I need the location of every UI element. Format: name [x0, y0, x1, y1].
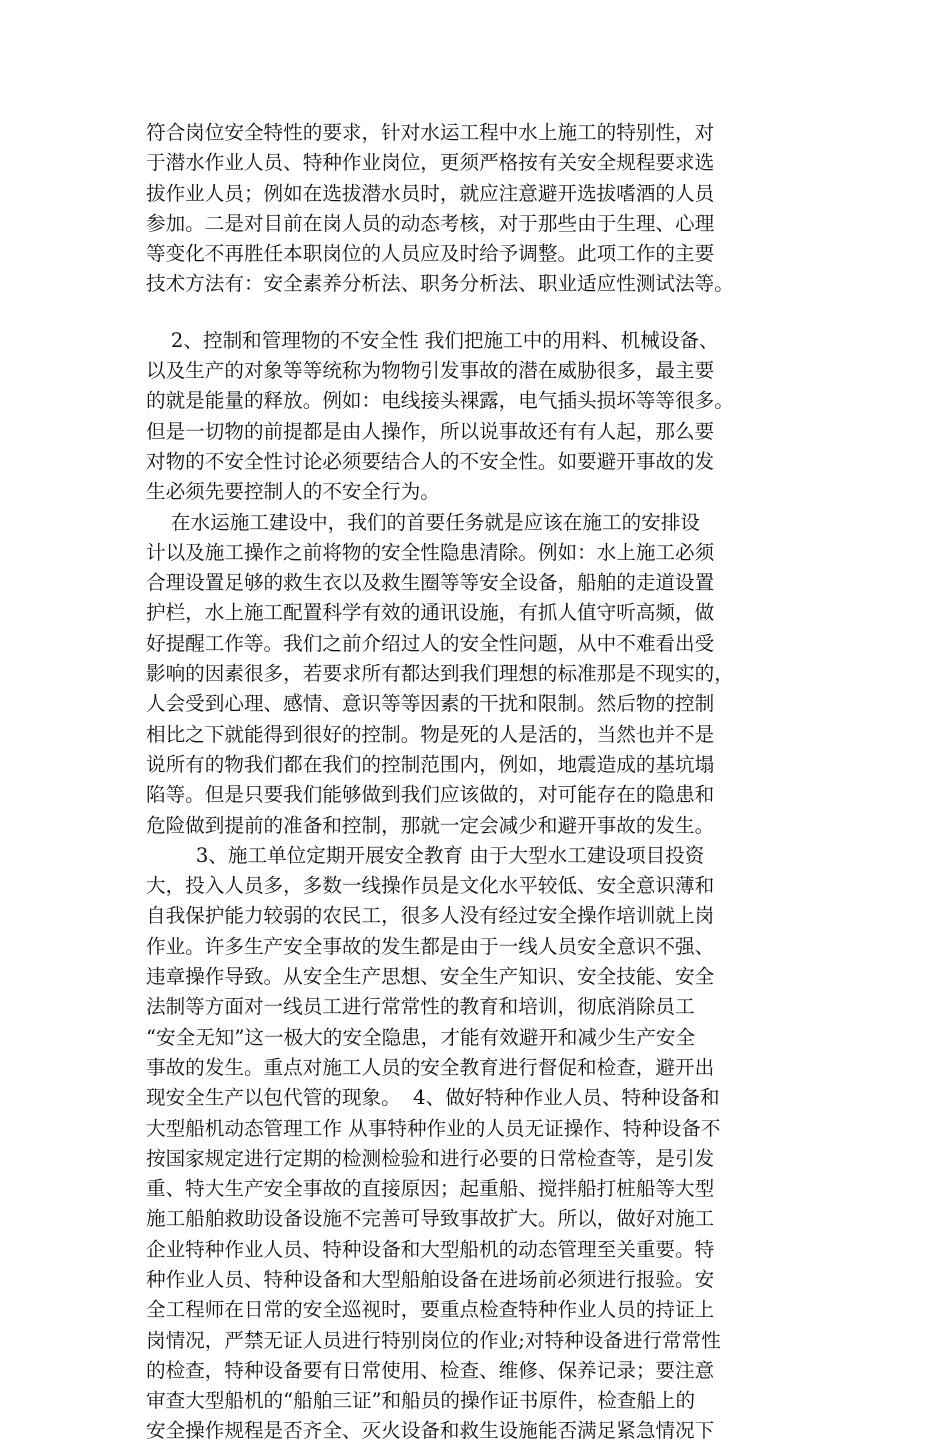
text-line: 作业。许多生产安全事故的发生都是由于一线人员安全意识不强、 — [146, 934, 715, 958]
text-line: 危险做到提前的准备和控制，那就一定会减少和避开事故的发生。 — [146, 813, 715, 837]
text-line: 种作业人员、特种设备和大型船舶设备在进场前必须进行报验。安 — [146, 1267, 715, 1291]
document-page — [146, 118, 806, 1447]
text-line: 违章操作导致。从安全生产思想、安全生产知识、安全技能、安全 — [146, 965, 715, 989]
text-line: 的检查，特种设备要有日常使用、检查、维修、保养记录；要注意 — [146, 1358, 715, 1382]
text-line: 生必须先要控制人的不安全行为。 — [146, 480, 440, 504]
text-line: 相比之下就能得到很好的控制。物是死的人是活的，当然也并不是 — [146, 722, 715, 746]
text-line: 施工船舶救助设备设施不完善可导致事故扩大。所以，做好对施工 — [146, 1207, 715, 1231]
text-line: 企业特种作业人员、特种设备和大型船机的动态管理至关重要。特 — [146, 1237, 715, 1261]
text-line: “安全无知”这一极大的安全隐患，才能有效避开和减少生产安全 — [146, 1025, 696, 1049]
text-line: 技术方法有：安全素养分析法、职务分析法、职业适应性测试法等。 — [146, 272, 734, 296]
text-line: 对物的不安全性讨论必须要结合人的不安全性。如要避开事故的发 — [146, 449, 715, 473]
text-line: 大，投入人员多，多数一线操作员是文化水平较低、安全意识薄和 — [146, 874, 715, 898]
text-line: 计以及施工操作之前将物的安全性隐患清除。例如：水上施工必须 — [146, 540, 715, 564]
text-line: 合理设置足够的救生衣以及救生圈等等安全设备，船舶的走道设置 — [146, 571, 715, 595]
text-line: 符合岗位安全特性的要求，针对水运工程中水上施工的特别性，对 — [146, 121, 715, 144]
text-line: 等变化不再胜任本职岗位的人员应及时给予调整。此项工作的主要 — [146, 242, 715, 266]
paragraph-gap — [146, 300, 806, 326]
text-line: 说所有的物我们都在我们的控制范围内，例如，地震造成的基坑塌 — [146, 752, 715, 776]
text-line: 在水运施工建设中，我们的首要任务就是应该在施工的安排设 — [146, 510, 700, 534]
text-line: 拔作业人员；例如在选拔潜水员时，就应注意避开选拔嗜酒的人员 — [146, 181, 715, 205]
text-line: 于潜水作业人员、特种作业岗位，更须严格按有关安全规程要求选 — [146, 151, 715, 175]
text-line: 法制等方面对一线员工进行常常性的教育和培训，彻底消除员工 — [146, 995, 695, 1019]
text-line: 参加。二是对目前在岗人员的动态考核，对于那些由于生理、心理 — [146, 211, 715, 235]
text-line: 岗情况，严禁无证人员进行特别岗位的作业;对特种设备进行常常性 — [146, 1328, 721, 1352]
text-line: 自我保护能力较弱的农民工，很多人没有经过安全操作培训就上岗 — [146, 904, 715, 928]
text-line: 事故的发生。重点对施工人员的安全教育进行督促和检查，避开出 — [146, 1055, 715, 1079]
text-line: 重、特大生产安全事故的直接原因；起重船、搅拌船打桩船等大型 — [146, 1177, 715, 1201]
text-line: 的就是能量的释放。例如：电线接头裸露，电气插头损坏等等很多。 — [146, 389, 734, 413]
text-line: 好提醒工作等。我们之前介绍过人的安全性问题，从中不难看出受 — [146, 631, 715, 655]
text-line: 大型船机动态管理工作 从事特种作业的人员无证操作、特种设备不 — [146, 1116, 721, 1140]
text-line: 护栏，水上施工配置科学有效的通讯设施，有抓人值守听高频，做 — [146, 601, 715, 625]
text-line: 人会受到心理、感情、意识等等因素的干扰和限制。然后物的控制 — [146, 692, 715, 716]
text-line: 安全操作规程是否齐全、灭火设备和救生设施能否满足紧急情况下 — [146, 1419, 715, 1443]
text-line: 现安全生产以包代管的现象。 4、做好特种作业人员、特种设备和 — [146, 1086, 720, 1110]
text-line: 3、施工单位定期开展安全教育 由于大型水工建设项目投资 — [146, 843, 705, 867]
text-line: 影响的因素很多，若要求所有都达到我们理想的标准那是不现实的， — [146, 662, 734, 686]
text-line: 以及生产的对象等等统称为物物引发事故的潜在威胁很多，最主要 — [146, 359, 715, 383]
text-line: 但是一切物的前提都是由人操作，所以说事故还有有人起，那么要 — [146, 419, 715, 443]
text-line: 陷等。但是只要我们能够做到我们应该做的，对可能存在的隐患和 — [146, 783, 715, 807]
text-line: 2、控制和管理物的不安全性 我们把施工中的用料、机械设备、 — [146, 328, 719, 352]
text-line: 审查大型船机的“船舶三证”和船员的操作证书原件，检查船上的 — [146, 1389, 696, 1413]
text-line: 按国家规定进行定期的检测检验和进行必要的日常检查等，是引发 — [146, 1146, 715, 1170]
text-line: 全工程师在日常的安全巡视时，要重点检查特种作业人员的持证上 — [146, 1298, 715, 1322]
